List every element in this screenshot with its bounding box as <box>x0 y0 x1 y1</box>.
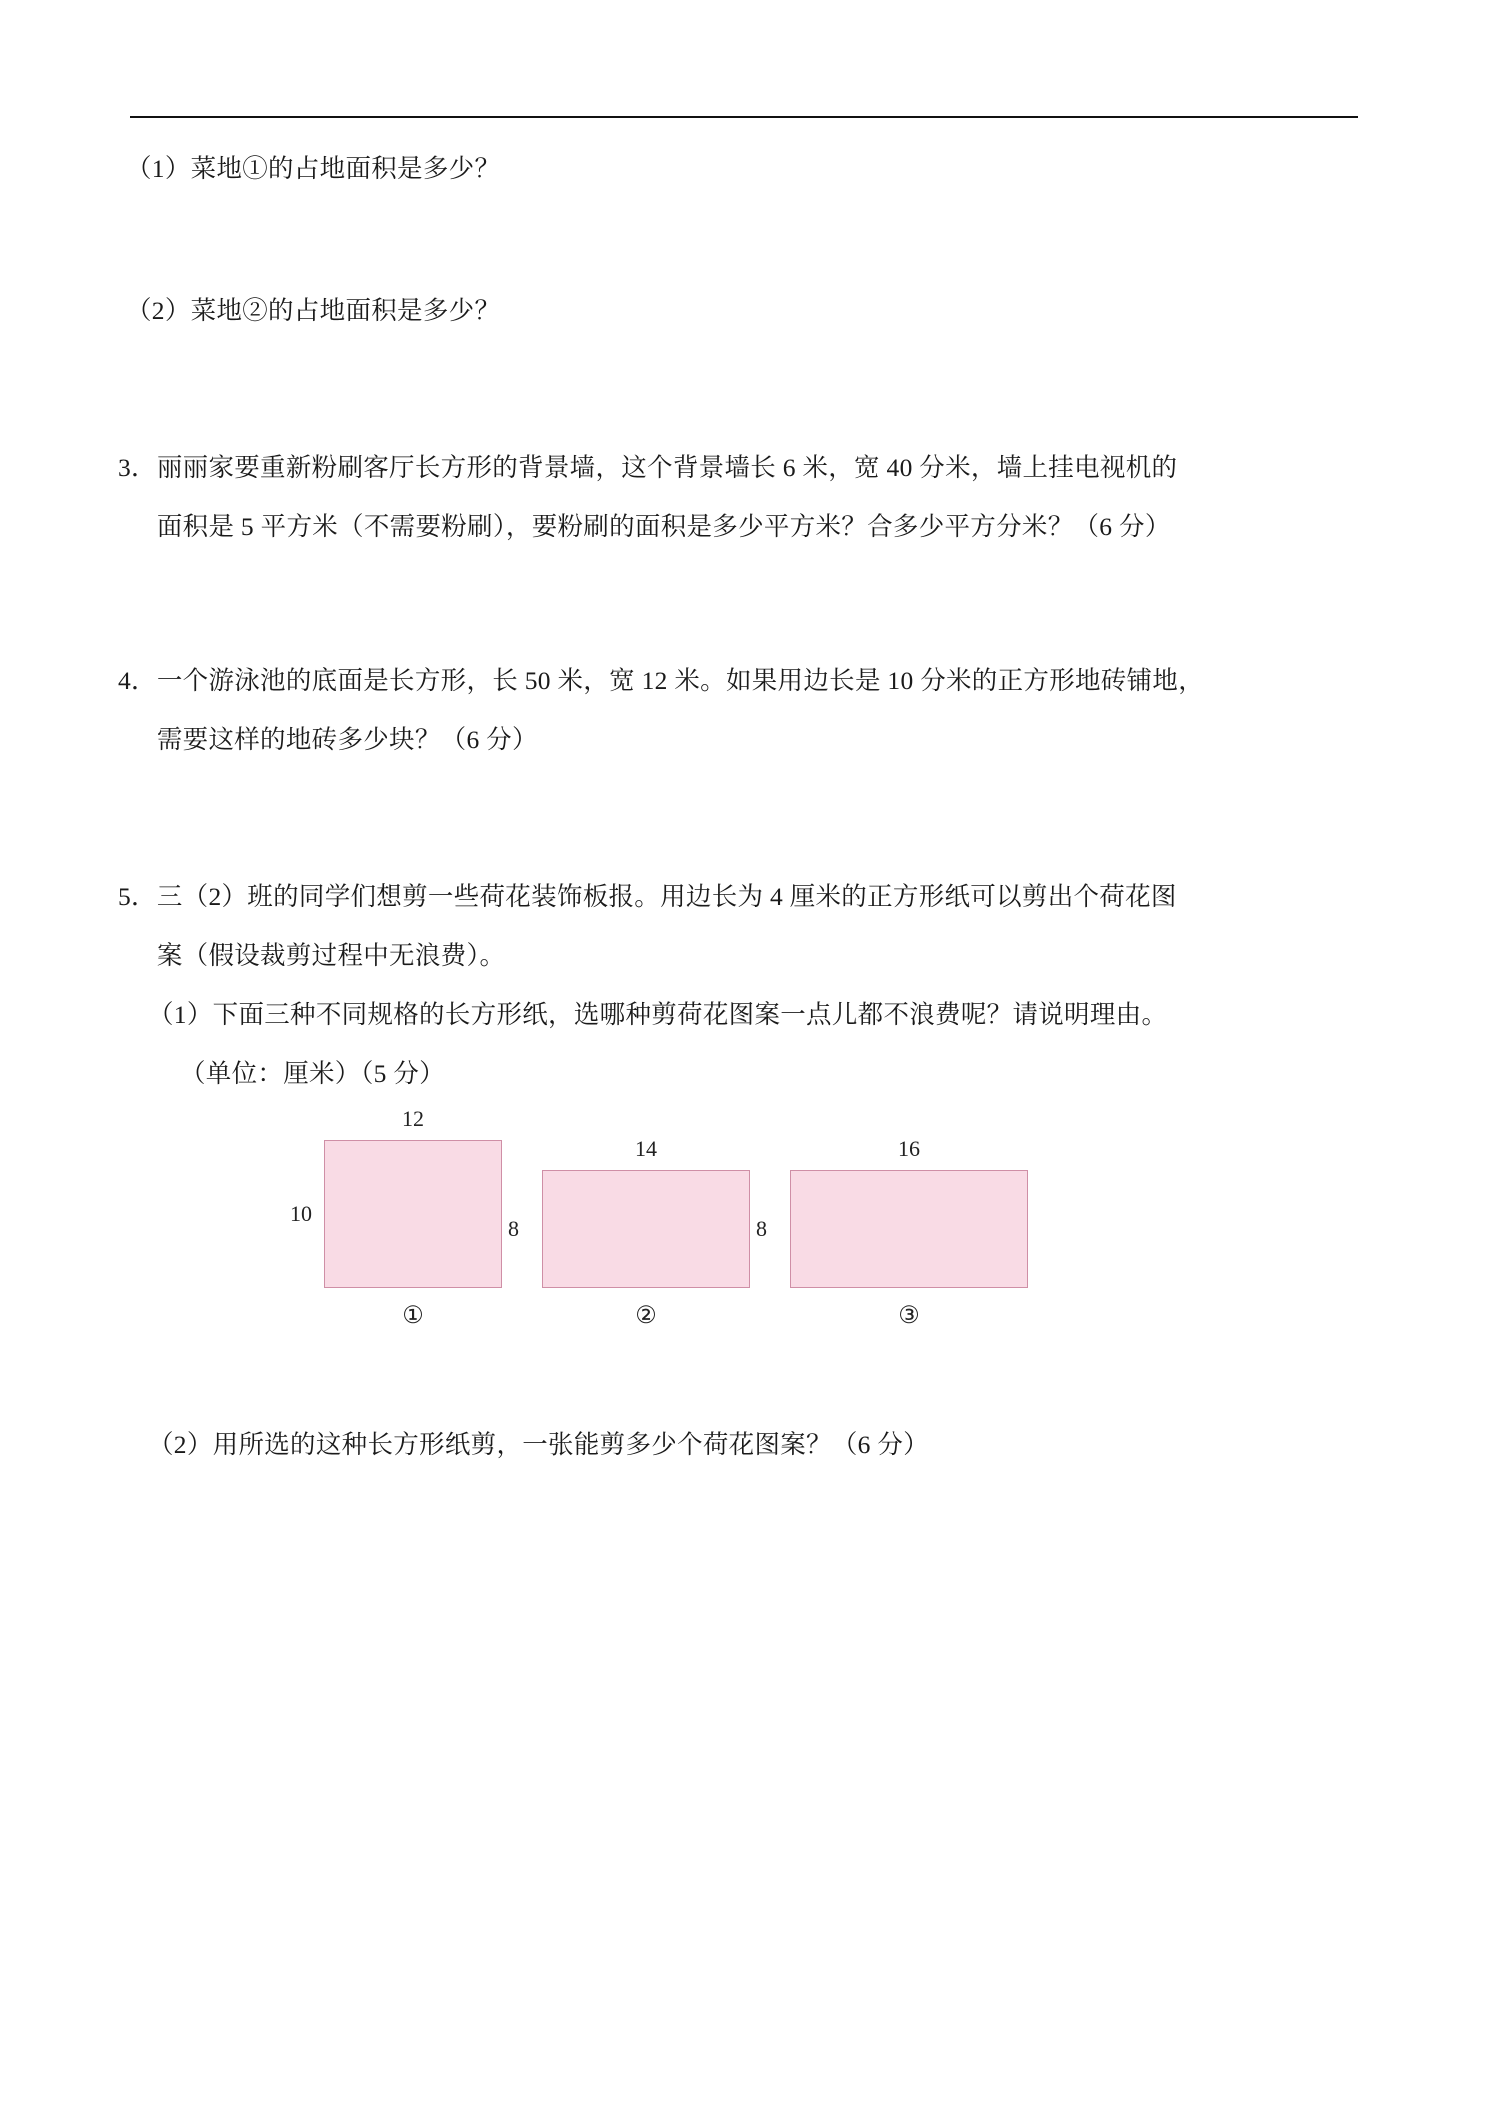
rectangle-row <box>290 1105 1028 1329</box>
rect-1-left-dimension: 10 <box>290 1200 312 1226</box>
question-3 <box>118 449 1370 547</box>
rectangle-group-3 <box>756 1135 1028 1329</box>
answer-space-3 <box>118 546 1370 662</box>
document-content <box>118 150 1370 1464</box>
question-4 <box>118 662 1370 760</box>
question-5-number: 5． <box>118 881 157 911</box>
answer-space-2 <box>118 331 1370 449</box>
rectangle-group-2 <box>508 1135 750 1329</box>
header-divider <box>130 116 1358 118</box>
question-4-number: 4． <box>118 666 157 695</box>
rect-1-top-dimension: 12 <box>402 1105 424 1131</box>
question-5-sub-1-unit: （单位：厘米）（5 分） <box>180 1059 445 1089</box>
rect-3-left-dimension: 8 <box>756 1215 767 1241</box>
question-5-line-2: 案（假设裁剪过程中无浪费）。 <box>156 940 506 970</box>
question-2-sub-1: （1）菜地①的占地面积是多少？ <box>126 154 501 183</box>
rect-2-left-dimension: 8 <box>508 1215 519 1241</box>
rect-2-shape <box>542 1170 750 1288</box>
answer-space-4 <box>118 760 1370 878</box>
question-4-line-1: 一个游泳池的底面是长方形，长 50 米，宽 12 米。如果用边长是 10 分米的正方形地砖铺地， <box>156 666 1205 695</box>
question-2-sub-2: （2）菜地②的占地面积是多少？ <box>126 296 501 326</box>
rect-3-top-dimension: 16 <box>898 1135 920 1161</box>
question-5 <box>118 878 1370 976</box>
question-4-line-2: 需要这样的地砖多少块？（6 分） <box>156 725 538 755</box>
rectangles-figure <box>118 1105 1370 1360</box>
question-5-sub-2: （2）用所选的这种长方形纸剪，一张能剪多少个荷花图案？（6 分） <box>148 1429 929 1459</box>
rect-1-caption: ① <box>402 1302 424 1329</box>
question-3-line-1: 丽丽家要重新粉刷客厅长方形的背景墙，这个背景墙长 6 米，宽 40 分米，墙上挂电视机的 <box>156 452 1178 482</box>
answer-space-1 <box>118 188 1370 292</box>
question-3-number: 3． <box>118 452 157 482</box>
rect-1-shape <box>324 1140 502 1288</box>
rect-3-shape <box>790 1170 1028 1288</box>
rectangle-group-1 <box>290 1105 502 1329</box>
rect-2-caption: ② <box>635 1302 657 1329</box>
question-3-line-2: 面积是 5 平方米（不需要粉刷），要粉刷的面积是多少平方米？合多少平方分米？（6 分） <box>156 511 1171 541</box>
rect-3-caption: ③ <box>898 1302 920 1329</box>
question-5-line-1: 三（2）班的同学们想剪一些荷花装饰板报。用边长为 4 厘米的正方形纸可以剪出个荷花图 <box>156 881 1177 911</box>
rect-2-top-dimension: 14 <box>635 1135 657 1161</box>
question-5-sub-1: （1）下面三种不同规格的长方形纸，选哪种剪荷花图案一点儿都不浪费呢？请说明理由。 <box>148 1000 1168 1029</box>
